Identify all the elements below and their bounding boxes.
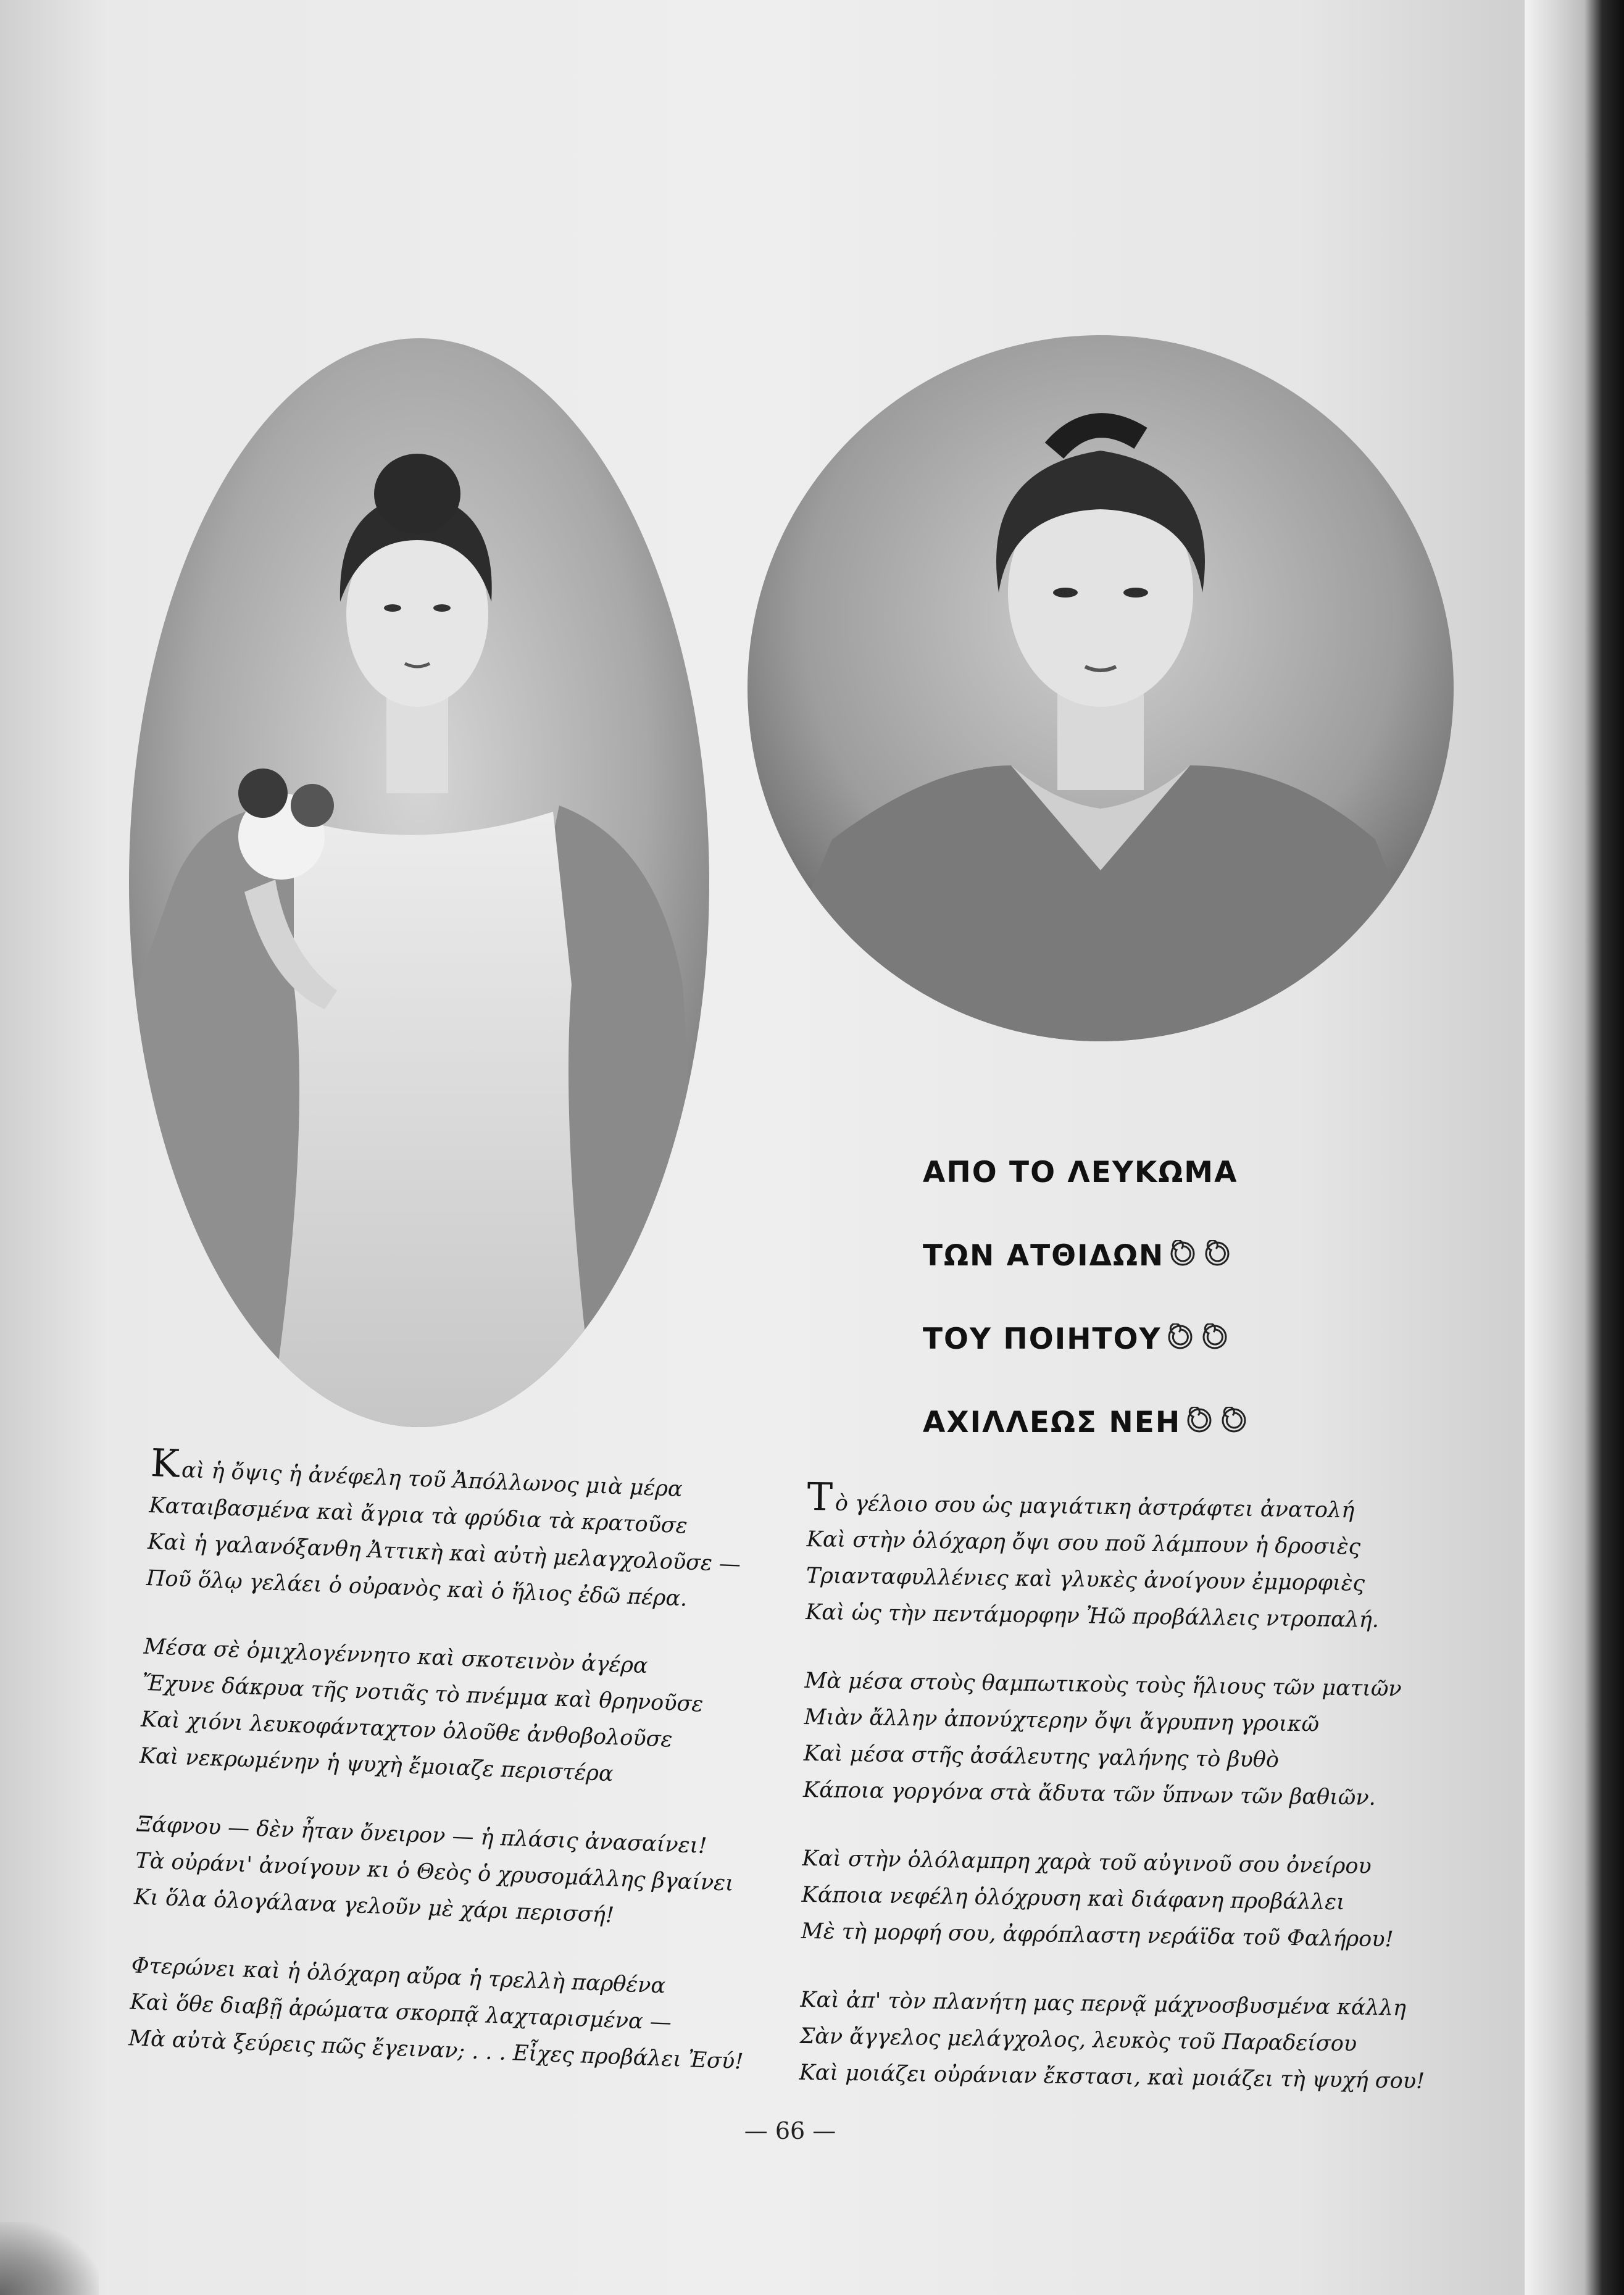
- page-number: — 66 —: [744, 2117, 836, 2144]
- circle-portrait-photo: [746, 333, 1455, 1043]
- title-line-4: [923, 1404, 1305, 1488]
- swirl-ornament-icon: [1168, 1239, 1236, 1277]
- poem-line: Τὰ οὐράνι' ἀνοίγουν κι ὁ Θεὸς ὁ χρυσομάλλης βγαίνει: [135, 1848, 735, 1896]
- poem-line: Καὶ ὅθε διαβῇ ἀρώματα σκορπᾷ λαχταρισμένα —: [129, 1989, 672, 2036]
- corner-shadow: [0, 2222, 99, 2295]
- poem-line: Καταιβασμένα καὶ ἄγρια τὰ φρύδια τὰ κρατοῦσε: [148, 1493, 688, 1539]
- poem-line-text: ὸ γέλοιο σου ὡς μαγιάτικη ἀστράφτει ἀνατολή: [835, 1491, 1355, 1523]
- poem-stanza: [805, 1474, 1433, 1639]
- poem-stanza: [139, 1629, 759, 1798]
- poem-line: Μὰ μέσα στοὺς θαμπωτικοὺς τοὺς ἥλιους τῶν ματιῶν: [804, 1668, 1402, 1702]
- poem-line: Ποῦ ὅλῳ γελάει ὁ οὐρανὸς καὶ ὁ ἥλιος ἐδῶ πέρα.: [146, 1565, 688, 1612]
- title-line-1: [923, 1154, 1305, 1238]
- poem-line: Καὶ ἡ γαλανόξανθη Ἀττικὴ καὶ αὐτὴ μελαγχολοῦσε —: [147, 1529, 741, 1577]
- drop-cap: Τ: [807, 1474, 833, 1520]
- title-text-2: ΤΩΝ ΑΤΘΙΔΩΝ: [923, 1239, 1165, 1273]
- book-edge: [1525, 0, 1624, 2295]
- title-text-1: ΑΠΟ ΤΟ ΛΕΥΚΩΜΑ: [923, 1156, 1238, 1189]
- poem-stanza: [146, 1440, 766, 1620]
- poem-stanza: [799, 1982, 1426, 2100]
- poem-line: Μὰ αὐτὰ ξεύρεις πῶς ἔγειναν; . . . Εἶχες προβάλει Ἐσύ!: [128, 2026, 744, 2075]
- title-line-3: [923, 1321, 1305, 1404]
- title-text-4: ΑΧΙΛΛΕΩΣ ΝΕΗ: [923, 1406, 1181, 1439]
- poem-line: Ἔχυνε δάκρυα τῆς νοτιᾶς τὸ πνέμμα καὶ θρηνοῦσε: [141, 1670, 704, 1717]
- poem-line: Σὰν ἄγγελος μελάγχολος, λευκὸς τοῦ Παραδείσου: [799, 2023, 1357, 2057]
- title-line-2: [923, 1238, 1305, 1321]
- poem-line: Κι ὅλα ὁλογάλανα γελοῦν μὲ χάρι περισσή!: [133, 1885, 615, 1928]
- drop-cap: Κ: [149, 1440, 180, 1486]
- poem-line: Καὶ στὴν ὁλόλαμπρη χαρὰ τοῦ αὐγινοῦ σου ὀνείρου: [802, 1846, 1372, 1879]
- poem-line: Καὶ μέσα στῆς ἀσάλευτης γαλήνης τὸ βυθὸ: [803, 1741, 1280, 1773]
- poem-line: Κάποια νεφέλη ὁλόχρυση καὶ διάφανη προβάλλει: [801, 1882, 1346, 1915]
- poem-line: Καὶ στὴν ὁλόχαρη ὄψι σου ποῦ λάμπουν ἡ δροσιὲς: [806, 1527, 1361, 1560]
- title-block: [923, 1154, 1305, 1488]
- swirl-ornament-icon: [1185, 1406, 1252, 1443]
- poem-line: Καὶ ὡς τὴν πεντάμορφην Ἠῶ προβάλλεις ντροπαλή.: [805, 1599, 1380, 1633]
- left-poem: [128, 1440, 766, 2081]
- poem-line: Καὶ νεκρωμένην ἡ ψυχὴ ἔμοιαζε περιστέρα: [139, 1743, 614, 1787]
- poem-line: Μὲ τὴ μορφή σου, ἀφρόπλαστη νεράϊδα τοῦ Φαλήρου!: [801, 1918, 1394, 1952]
- poem-line: Μιὰν ἄλλην ἀπονύχτερην ὄψι ἄγρυπνη γροικῶ: [804, 1704, 1320, 1737]
- poem-line: Κάποια γοργόνα στὰ ἄδυτα τῶν ὕπνων τῶν βαθιῶν.: [802, 1777, 1376, 1810]
- poem-stanza: [801, 1841, 1428, 1959]
- oval-portrait-photo: [127, 336, 711, 1429]
- poem-line: Καὶ μοιάζει οὐράνιαν ἔκστασι, καὶ μοιάζει τὴ ψυχή σου!: [799, 2060, 1425, 2094]
- poem-line: Φτερώνει καὶ ἡ ὁλόχαρη αὔρα ἡ τρελλὴ παρθένα: [131, 1953, 666, 1999]
- poem-line: Καὶ χιόνι λευκοφάνταχτον ὁλοῦθε ἀνθοβολοῦσε: [140, 1707, 673, 1752]
- poem-line: Καὶ ἀπ' τὸν πλανήτη μας περνᾷ μάχνοσβυσμένα κάλλη: [800, 1987, 1407, 2021]
- poem-line-text: αὶ ἡ ὄψις ἡ ἀνέφελη τοῦ Ἀπόλλωνος μιὰ μέρα: [181, 1457, 683, 1502]
- poem-line: Ξάφνου — δὲν ἦταν ὄνειρον — ἡ πλάσις ἀνασαίνει!: [136, 1812, 708, 1859]
- poem-line: Τριανταφυλλένιες καὶ γλυκὲς ἀνοίγουν ἐμμορφιὲς: [806, 1563, 1365, 1596]
- swirl-ornament-icon: [1165, 1323, 1233, 1360]
- poem-stanza: [803, 1663, 1431, 1817]
- poem-stanza: [133, 1807, 752, 1939]
- right-poem: [799, 1474, 1433, 2100]
- title-text-3: ΤΟΥ ΠΟΙΗΤΟΥ: [923, 1322, 1162, 1356]
- poem-line: Μέσα σὲ ὁμιχλογέννητο καὶ σκοτεινὸν ἀγέρα: [143, 1634, 649, 1679]
